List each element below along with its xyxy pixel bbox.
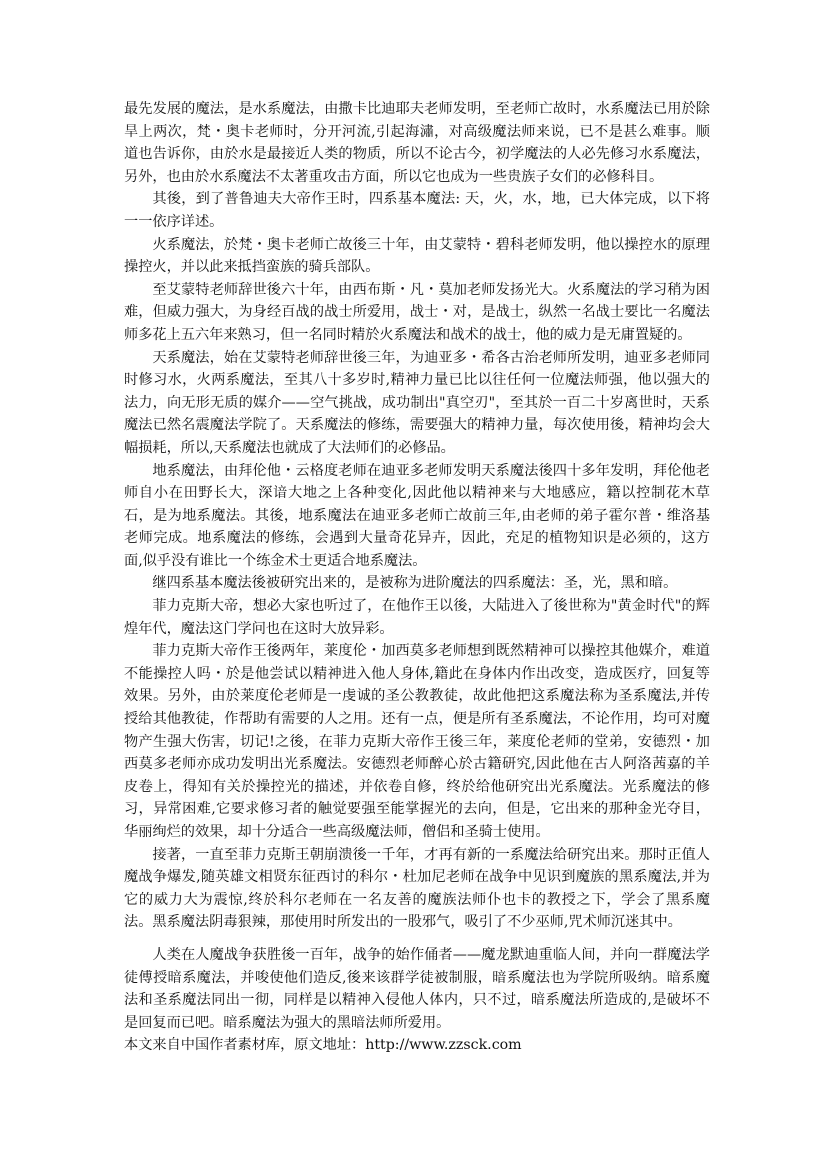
paragraph-gap bbox=[124, 934, 710, 944]
paragraph-holy-and-light-magic: 菲力克斯大帝作王後两年，莱度伦・加西莫多老师想到既然精神可以操控其他媒介，难道不能操控人吗・於是他尝试以精神进入他人身体,籍此在身体内作出改变，造成医疗，回复等效果。另外，由於莱度伦老师是一虔诚的圣公教教徒，故此他把这系魔法称为圣系魔法,并传授给其他教徒，作帮助有需要的人之用。还有一点，便是所有圣系魔法，不论作用，均可对魔物产生强大伤害，切记!之後，在菲力克斯大帝作王後三年，莱度伦老师的堂弟，安德烈・加西莫多老师亦成功发明出光系魔法。安德烈老师醉心於古籍研究,因此他在古人阿洛茜嘉的羊皮卷上，得知有关於操控光的描述，并依卷自修，终於给他研究出光系魔法。光系魔法的修习，异常困难,它要求修习者的触觉要强至能掌握光的去向，但是，它出来的那种金光夺目，华丽绚烂的效果，却十分适合一些高级魔法师，僧侣和圣骑士使用。 bbox=[124, 643, 710, 840]
paragraph-four-basic-magics: 其後，到了普鲁迪夫大帝作王时，四系基本魔法: 天，火，水，地，已大体完成，以下将一一依序详述。 bbox=[124, 191, 710, 230]
paragraph-fire-magic: 火系魔法，於梵・奥卡老师亡故後三十年，由艾蒙特・碧科老师发明，他以操控水的原理操控火，并以此来抵挡蛮族的骑兵部队。 bbox=[124, 236, 710, 276]
paragraph-earth-magic: 地系魔法，由拜伦他・云格度老师在迪亚多老师发明天系魔法後四十多年发明，拜伦他老师自小在田野长大，深谙大地之上各种变化,因此他以精神来与大地感应，籍以控制花木草石，是为地系魔法。其後，地系魔法在迪亚多老师亡故前三年,由老师的弟子霍尔普・维洛基老师完成。地系魔法的修练，会遇到大量奇花异卉，因此，充足的植物知识是必须的，这方面,似乎没有谁比一个练金术士更适合地系魔法。 bbox=[124, 462, 710, 569]
source-footer: 本文来自中国作者素材库，原文地址：http://www.zzsck.com bbox=[124, 1037, 522, 1054]
paragraph-sky-magic: 天系魔法，始在艾蒙特老师辞世後三年，为迪亚多・希各古治老师所发明，迪亚多老师同时修习水，火两系魔法，至其八十多岁时,精神力量已比以往任何一位魔法师强，他以强大的法力，向无形无质的媒介——空气挑战，成功制出"真空刃"，至其於一百二十岁离世时，天系魔法已然名震魔法学院了。天系魔法的修练，需要强大的精神力量，每次使用後，精神均会大幅损耗，所以,天系魔法也就成了大法师们的必修品。 bbox=[124, 349, 710, 456]
paragraph-golden-age: 菲力克斯大帝，想必大家也听过了，在他作王以後，大陆进入了後世称为"黄金时代"的辉煌年代，魔法这门学问也在这时大放异彩。 bbox=[124, 598, 710, 637]
paragraph-advanced-magics: 继四系基本魔法後被研究出来的，是被称为进阶魔法的四系魔法：圣，光，黑和暗。 bbox=[152, 575, 678, 592]
paragraph-fire-magic-development: 至艾蒙特老师辞世後六十年，由西布斯・凡・莫加老师发扬光大。火系魔法的学习稍为困难，但威力强大，为身经百战的战士所爱用，战士・对，是战士，纵然一名战士要比一名魔法师多花上五六年来熟习，但一名同时精於火系魔法和战术的战士，他的威力是无庸置疑的。 bbox=[124, 281, 710, 343]
paragraph-water-magic: 最先发展的魔法，是水系魔法，由撒卡比迪耶夫老师发明，至老师亡故时，水系魔法已用於除旱上两次，梵・奥卡老师时，分开河流,引起海潚，对高级魔法师来说，已不是甚么难事。顺道也告诉你，由於水是最接近人类的物质，所以不论古今，初学魔法的人必先修习水系魔法，另外，也由於水系魔法不太著重攻击方面，所以它也成为一些贵族子女们的必修科目。 bbox=[124, 101, 710, 185]
paragraph-dark-magic: 人类在人魔战争获胜後一百年，战争的始作俑者——魔龙默迪重临人间，并向一群魔法学徒傅授暗系魔法，并唆使他们造反,後来该群学徒被制服，暗系魔法也为学院所吸纳。暗系魔法和圣系魔法同出一彻，同样是以精神入侵他人体内，只不过，暗系魔法所造成的,是破坏不是回复而已吧。暗系魔法为强大的黑暗法师所爱用。 bbox=[124, 946, 710, 1031]
paragraph-black-magic: 接著，一直至菲力克斯王朝崩溃後一千年，才再有新的一系魔法给研究出来。那时正值人魔战争爆发,随英雄文相贤东征西讨的科尔・杜加尼老师在战争中见识到魔族的黑系魔法,并为它的威力大为震惊,终於科尔老师在一名友善的魔族法师仆也卡的教授之下，学会了黑系魔法。黑系魔法阴毒狠辣，那使用时所发出的一股邪气，吸引了不少巫师,咒术师沉迷其中。 bbox=[124, 846, 710, 931]
document-body bbox=[124, 98, 710, 1057]
